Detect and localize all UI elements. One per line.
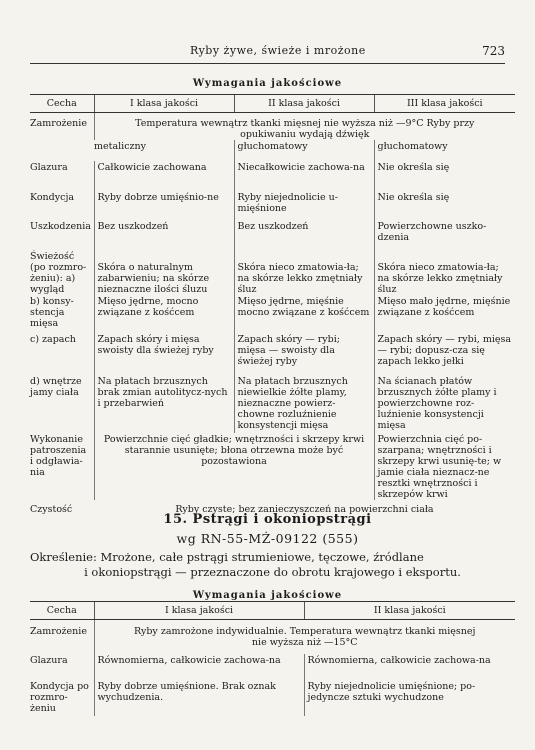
table-row bbox=[30, 113, 515, 141]
table-row bbox=[30, 140, 515, 161]
row-label: b) konsy-stencja mięsa bbox=[30, 296, 74, 329]
table-row bbox=[30, 654, 515, 680]
section-title: 15. Pstrągi i okoniopstrągi bbox=[163, 512, 372, 527]
table-row bbox=[30, 250, 515, 295]
column-header: II klasa jakości bbox=[234, 95, 374, 113]
table-cell: Zapach skóry i mięsa swoisty dla świeżej ryby bbox=[94, 333, 234, 375]
header-rule bbox=[30, 63, 505, 64]
table-cell: Mięso jędrne, mięśnie mocno związane z kośćcem bbox=[234, 295, 374, 333]
row-label: Wykonanie patroszenia i odgławia-nia bbox=[30, 434, 87, 478]
table-cell: Zapach skóry — rybi; mięsa — swoisty dla świeżej ryby bbox=[234, 333, 374, 375]
table-cell: Zapach skóry — rybi, mięsa — rybi; dopusz-cza się zapach lekko jełki bbox=[374, 333, 515, 375]
table-row bbox=[30, 191, 515, 220]
table-cell: Ryby dobrze umięśnione. Brak oznak wychudzenia. bbox=[94, 680, 304, 716]
row-label: Świeżość (po rozmro-żeniu): a) wygląd bbox=[30, 251, 87, 295]
table-cell: Równomierna, całkowicie zachowa-na bbox=[94, 654, 304, 680]
running-title: Ryby żywe, świeże i mrożone bbox=[190, 44, 366, 57]
cell-line: Ryby zamrożone indywidualnie. Temperatura wewnątrz tkanki mięsnej bbox=[134, 626, 476, 637]
row-label: Kondycja po rozmro-żeniu bbox=[30, 680, 89, 714]
section-definition bbox=[30, 550, 515, 580]
column-header: Cecha bbox=[30, 602, 94, 620]
requirements-table-2 bbox=[30, 601, 515, 716]
definition-line: Określenie: Mrożone, całe pstrągi strumieniowe, tęczowe, źródlane bbox=[30, 550, 424, 564]
cell-line: Temperatura wewnątrz tkanki mięsnej nie wyższa niż —9°C Ryby przy bbox=[135, 118, 475, 129]
table-cell: Powierzchnia cięć po-szarpana; wnętrzności i skrzepy krwi usunię-te; w jamie ciała nieznacz-ne resztki wnętrzności i skrzepów krwi bbox=[374, 433, 515, 500]
row-label: Kondycja bbox=[30, 192, 75, 203]
requirements-table-1 bbox=[30, 94, 515, 521]
table-cell: Ryby niejednolicie u-mięśnione bbox=[234, 191, 374, 220]
table-cell: Na ścianach płatów brzusznych żółte plamy i powierzchowne roz-luźnienie konsystencji mięsa bbox=[374, 375, 515, 433]
row-label: Czystość bbox=[30, 504, 73, 515]
table1-heading: Wymagania jakościowe bbox=[192, 78, 343, 89]
table-cell bbox=[94, 113, 515, 141]
table-cell: Równomierna, całkowicie zachowa-na bbox=[304, 654, 515, 680]
table-row bbox=[30, 333, 515, 375]
table-cell: Nie określa się bbox=[374, 161, 515, 191]
column-header: I klasa jakości bbox=[94, 602, 304, 620]
table-cell bbox=[94, 620, 515, 654]
table-cell: metaliczny bbox=[94, 141, 146, 152]
column-header: II klasa jakości bbox=[304, 602, 515, 620]
table-row bbox=[30, 375, 515, 433]
table-row bbox=[30, 161, 515, 191]
column-header: III klasa jakości bbox=[374, 95, 515, 113]
page-number: 723 bbox=[482, 44, 505, 58]
table2-header-row bbox=[30, 602, 515, 620]
table-row bbox=[30, 295, 515, 333]
table-cell: Na płatach brzusznych brak zmian autolitycz-nych i przebarwień bbox=[94, 375, 234, 433]
table-cell: Ryby czyste; bez zanieczyszczeń na powierzchni ciała bbox=[175, 504, 434, 515]
table-cell: Mięso mało jędrne, mięśnie związane z kośćcem bbox=[374, 295, 515, 333]
table-cell: Mięso jędrne, mocno związane z kośćcem bbox=[94, 295, 234, 333]
table-cell: Ryby dobrze umięśnio-ne bbox=[94, 191, 234, 220]
column-header: I klasa jakości bbox=[94, 95, 234, 113]
table-row bbox=[30, 620, 515, 654]
definition-line: i okoniopstrągi — przeznaczone do obrotu krajowego i eksportu. bbox=[84, 565, 461, 579]
table-cell: Skóra o naturalnym zabarwieniu; na skórze nieznaczne ilości śluzu bbox=[94, 250, 234, 295]
table-cell: Ryby niejednolicie umięśnione; po-jedyncze sztuki wychudzone bbox=[304, 680, 515, 716]
running-header bbox=[30, 44, 505, 60]
table-cell: głuchomatowy bbox=[234, 140, 374, 161]
table-cell: Na płatach brzusznych niewielkie żółte plamy, nieznaczne powierz-chowne rozluźnienie konsystencji mięsa bbox=[234, 375, 374, 433]
row-label: d) wnętrze jamy ciała bbox=[30, 376, 82, 398]
column-header: Cecha bbox=[30, 95, 94, 113]
table-cell: Bez uszkodzeń bbox=[234, 220, 374, 250]
table-cell: Skóra nieco zmatowia-ła; na skórze lekko zmętniały śluz bbox=[234, 250, 374, 295]
table-cell: Skóra nieco zmatowia-ła; na skórze lekko zmętniały śluz bbox=[374, 250, 515, 295]
cell-line: nie wyższa niż —15°C bbox=[251, 637, 358, 648]
table2-heading: Wymagania jakościowe bbox=[192, 590, 343, 601]
row-label: Uszkodzenia bbox=[30, 221, 91, 232]
table-cell: Całkowicie zachowana bbox=[94, 161, 234, 191]
table1-header-row bbox=[30, 95, 515, 113]
row-label: Zamrożenie bbox=[30, 118, 87, 129]
table-cell: Niecałkowicie zachowa-na bbox=[234, 161, 374, 191]
table-cell: Powierzchnie cięć gładkie; wnętrzności i skrzepy krwi starannie usunięte; błona otrzewna może być pozostawiona bbox=[94, 433, 374, 500]
table-cell: Nie określa się bbox=[374, 191, 515, 220]
table-cell: głuchomatowy bbox=[374, 140, 515, 161]
section-norm: wg RN-55-MŻ-09122 (555) bbox=[176, 531, 359, 546]
cell-line: opukiwaniu wydają dźwięk bbox=[240, 129, 370, 140]
row-label: Glazura bbox=[30, 162, 68, 173]
table-cell: Powierzchowne uszko-dzenia bbox=[374, 220, 515, 250]
row-label: c) zapach bbox=[30, 334, 76, 345]
table-cell: Bez uszkodzeń bbox=[94, 220, 234, 250]
row-label: Zamrożenie bbox=[30, 626, 87, 637]
table-row bbox=[30, 433, 515, 500]
table-row bbox=[30, 680, 515, 716]
row-label: Glazura bbox=[30, 654, 68, 666]
table-row bbox=[30, 220, 515, 250]
